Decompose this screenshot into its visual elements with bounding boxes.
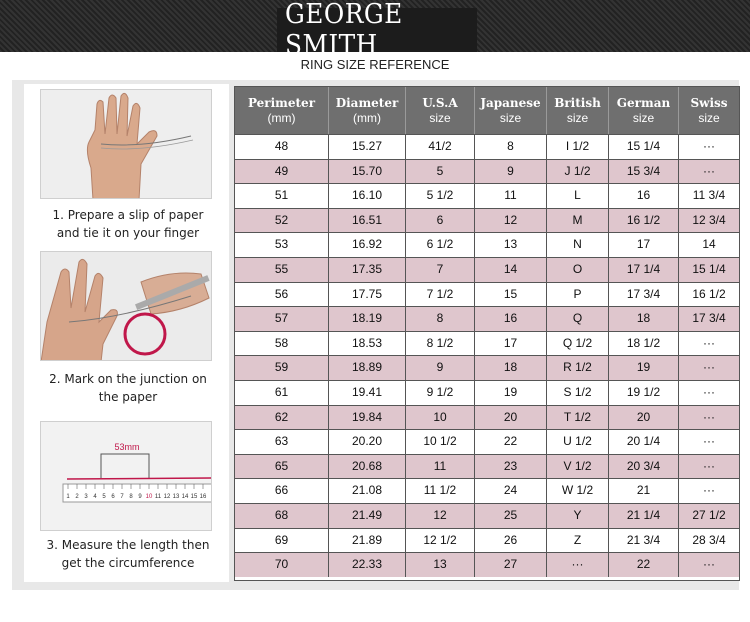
table-cell: ··· <box>703 483 715 498</box>
table-cell: 13 <box>406 553 475 577</box>
ruler-number: 6 <box>111 494 115 500</box>
measurement-label: 53mm <box>114 442 140 452</box>
table-cell: 7 1/2 <box>406 283 475 307</box>
table-cell: 66 <box>235 479 329 503</box>
table-cell: 17 3/4 <box>692 311 726 326</box>
table-cell: 28 3/4 <box>692 532 726 547</box>
table-cell: 10 <box>406 406 475 430</box>
table-cell: 9 <box>406 356 475 380</box>
table-cell: R 1/2 <box>547 356 609 380</box>
table-cell: 14 <box>475 258 547 282</box>
table-cell: 51 <box>235 184 329 208</box>
table-row <box>235 503 739 528</box>
column-header-title: Diameter <box>335 95 399 110</box>
table-cell: 8 1/2 <box>406 332 475 356</box>
table-cell: 11 3/4 <box>692 188 726 203</box>
step-3-text: 3. Measure the length then get the circumference <box>46 538 210 570</box>
table-cell: 12 <box>406 504 475 528</box>
table-cell: L <box>547 184 609 208</box>
table-cell: 63 <box>235 430 329 454</box>
table-cell: T 1/2 <box>547 406 609 430</box>
column-header-3 <box>406 87 475 134</box>
table-cell: 70 <box>235 553 329 577</box>
table-cell: 15 1/4 <box>609 135 679 159</box>
table-cell: 16 <box>475 307 547 331</box>
table-cell: V 1/2 <box>547 455 609 479</box>
table-cell: 18.19 <box>329 307 406 331</box>
table-cell: 58 <box>235 332 329 356</box>
ruler-number: 12 <box>163 494 171 500</box>
table-cell: 41/2 <box>406 135 475 159</box>
table-cell: Y <box>547 504 609 528</box>
table-cell: 20 <box>475 406 547 430</box>
table-cell: 16.51 <box>329 209 406 233</box>
table-cell: 19 1/2 <box>609 381 679 405</box>
table-cell: ··· <box>703 434 715 449</box>
table-row <box>235 183 739 208</box>
table-cell: 52 <box>235 209 329 233</box>
column-header-unit: (mm) <box>353 110 381 125</box>
ruler-number: 3 <box>84 494 88 500</box>
step-1-text: 1. Prepare a slip of paper and tie it on your finger <box>52 208 204 240</box>
table-row <box>235 208 739 233</box>
table-cell: 57 <box>235 307 329 331</box>
column-header-unit: size <box>566 110 589 125</box>
ruler-number: 4 <box>93 494 97 500</box>
table-cell: 16.10 <box>329 184 406 208</box>
table-cell: 15.27 <box>329 135 406 159</box>
table-cell: 12 1/2 <box>406 529 475 553</box>
table-row <box>235 331 739 356</box>
ruler-number: 10 <box>145 494 153 500</box>
table-cell: 25 <box>475 504 547 528</box>
column-header-title: Swiss <box>690 95 728 110</box>
column-header-unit: size <box>698 110 720 125</box>
ruler-number: 11 <box>154 494 162 500</box>
table-cell: 62 <box>235 406 329 430</box>
table-cell: 53 <box>235 233 329 257</box>
ruler-number: 5 <box>102 494 106 500</box>
table-cell: ··· <box>703 385 715 399</box>
table-cell: Q 1/2 <box>547 332 609 356</box>
table-cell: 22 <box>475 430 547 454</box>
table-cell: 20 3/4 <box>609 455 679 479</box>
table-cell: ··· <box>547 553 609 577</box>
column-header-title: British <box>554 95 601 110</box>
table-cell: 12 <box>475 209 547 233</box>
table-cell: 17 <box>609 233 679 257</box>
table-cell: 17.35 <box>329 258 406 282</box>
ruler-icon <box>40 421 212 531</box>
column-header-title: German <box>616 95 671 110</box>
table-cell: 59 <box>235 356 329 380</box>
ring-size-table <box>234 86 740 581</box>
table-cell: ··· <box>703 139 715 153</box>
table-cell: 16 1/2 <box>692 286 726 301</box>
table-cell: 11 <box>406 455 475 479</box>
table-cell: 10 1/2 <box>406 430 475 454</box>
table-cell: 69 <box>235 529 329 553</box>
table-row <box>235 552 739 577</box>
table-cell: 20 <box>609 406 679 430</box>
table-cell: 27 <box>475 553 547 577</box>
table-cell: 5 <box>406 160 475 184</box>
column-header-unit: (mm) <box>267 110 296 125</box>
table-cell: 18.89 <box>329 356 406 380</box>
table-cell: 56 <box>235 283 329 307</box>
table-header <box>235 87 739 134</box>
brand-name: GEORGE SMITH <box>285 0 403 61</box>
table-cell: 68 <box>235 504 329 528</box>
table-cell: 21.49 <box>329 504 406 528</box>
table-row <box>235 306 739 331</box>
table-cell: J 1/2 <box>547 160 609 184</box>
table-cell: 7 <box>406 258 475 282</box>
ruler-number: 16 <box>199 494 207 500</box>
table-cell: 65 <box>235 455 329 479</box>
table-cell: 9 <box>475 160 547 184</box>
table-cell: 17 1/4 <box>609 258 679 282</box>
table-cell: 26 <box>475 529 547 553</box>
table-cell: 22.33 <box>329 553 406 577</box>
table-cell: 55 <box>235 258 329 282</box>
table-cell: 8 <box>406 307 475 331</box>
table-cell: 11 <box>475 184 547 208</box>
table-cell: ··· <box>703 409 715 424</box>
table-cell: 16.92 <box>329 233 406 257</box>
table-row <box>235 134 739 159</box>
ruler-number: 9 <box>138 494 142 500</box>
table-cell: 21.08 <box>329 479 406 503</box>
ruler-number: 8 <box>129 494 133 500</box>
table-cell: 16 <box>609 184 679 208</box>
table-row <box>235 528 739 553</box>
ruler-number: 2 <box>75 494 79 500</box>
table-cell: 17.75 <box>329 283 406 307</box>
column-header-7 <box>679 87 739 134</box>
column-header-title: U.S.A <box>422 95 458 110</box>
table-row <box>235 232 739 257</box>
table-cell: 18.53 <box>329 332 406 356</box>
table-cell: 6 1/2 <box>406 233 475 257</box>
table-cell: 20.68 <box>329 455 406 479</box>
table-cell: 21 3/4 <box>609 529 679 553</box>
table-cell: P <box>547 283 609 307</box>
table-row <box>235 159 739 184</box>
ruler-number: 14 <box>181 494 189 500</box>
table-cell: 20 1/4 <box>609 430 679 454</box>
table-cell: 22 <box>609 553 679 577</box>
table-cell: 18 1/2 <box>609 332 679 356</box>
table-cell: 19 <box>609 356 679 380</box>
ruler-number: 7 <box>120 494 124 500</box>
table-cell: 13 <box>475 233 547 257</box>
table-cell: 18 <box>609 307 679 331</box>
table-cell: ··· <box>703 557 715 572</box>
column-header-unit: size <box>632 110 655 125</box>
table-cell: S 1/2 <box>547 381 609 405</box>
ruler-number: 15 <box>190 494 198 500</box>
table-cell: 27 1/2 <box>692 508 726 522</box>
table-cell: 17 3/4 <box>609 283 679 307</box>
table-cell: N <box>547 233 609 257</box>
table-row <box>235 454 739 479</box>
table-row <box>235 429 739 454</box>
table-row <box>235 257 739 282</box>
table-cell: O <box>547 258 609 282</box>
table-cell: 48 <box>235 135 329 159</box>
table-cell: 49 <box>235 160 329 184</box>
table-cell: 21 <box>609 479 679 503</box>
table-cell: 21.89 <box>329 529 406 553</box>
column-header-title: Japanese <box>480 95 541 110</box>
table-cell: 16 1/2 <box>609 209 679 233</box>
table-cell: 61 <box>235 381 329 405</box>
table-cell: 20.20 <box>329 430 406 454</box>
table-cell: 6 <box>406 209 475 233</box>
table-row <box>235 282 739 307</box>
page-title: RING SIZE REFERENCE <box>300 57 450 72</box>
table-row <box>235 405 739 430</box>
table-row <box>235 380 739 405</box>
table-cell: 15.70 <box>329 160 406 184</box>
table-cell: 12 3/4 <box>692 212 726 227</box>
table-cell: 24 <box>475 479 547 503</box>
hand-marking-pen-icon <box>40 251 212 361</box>
table-cell: 19 <box>475 381 547 405</box>
table-cell: 8 <box>475 135 547 159</box>
ruler-number: 13 <box>172 494 180 500</box>
table-cell: 14 <box>702 237 716 252</box>
table-cell: 23 <box>475 455 547 479</box>
table-cell: U 1/2 <box>547 430 609 454</box>
column-header-unit: size <box>499 110 522 125</box>
table-cell: 18 <box>475 356 547 380</box>
table-cell: 15 <box>475 283 547 307</box>
table-cell: 21 1/4 <box>609 504 679 528</box>
table-cell: W 1/2 <box>547 479 609 503</box>
hand-with-paper-strip-icon <box>40 89 212 199</box>
table-cell: Q <box>547 307 609 331</box>
column-header-6 <box>609 87 679 134</box>
table-cell: 5 1/2 <box>406 184 475 208</box>
table-cell: 15 3/4 <box>609 160 679 184</box>
table-cell: I 1/2 <box>547 135 609 159</box>
table-cell: ··· <box>703 360 715 375</box>
column-header-1 <box>235 87 329 134</box>
table-cell: 19.41 <box>329 381 406 405</box>
table-cell: ··· <box>703 458 715 473</box>
table-cell: ··· <box>703 335 715 350</box>
table-cell: M <box>547 209 609 233</box>
table-cell: 9 1/2 <box>406 381 475 405</box>
header-banner <box>0 0 750 61</box>
column-header-4 <box>475 87 547 134</box>
table-cell: 11 1/2 <box>406 479 475 503</box>
column-header-unit: size <box>429 110 451 125</box>
column-header-2 <box>329 87 406 134</box>
step-2-text: 2. Mark on the junction on the paper <box>49 372 207 404</box>
column-header-title: Perimeter <box>247 95 316 110</box>
table-row <box>235 355 739 380</box>
table-cell: 19.84 <box>329 406 406 430</box>
table-cell: ··· <box>703 163 715 178</box>
table-cell: Z <box>547 529 609 553</box>
column-header-5 <box>547 87 609 134</box>
table-cell: 15 1/4 <box>692 262 726 276</box>
table-cell: 17 <box>475 332 547 356</box>
table-row <box>235 478 739 503</box>
ruler-number: 1 <box>66 494 70 500</box>
brand-logo <box>277 0 477 61</box>
